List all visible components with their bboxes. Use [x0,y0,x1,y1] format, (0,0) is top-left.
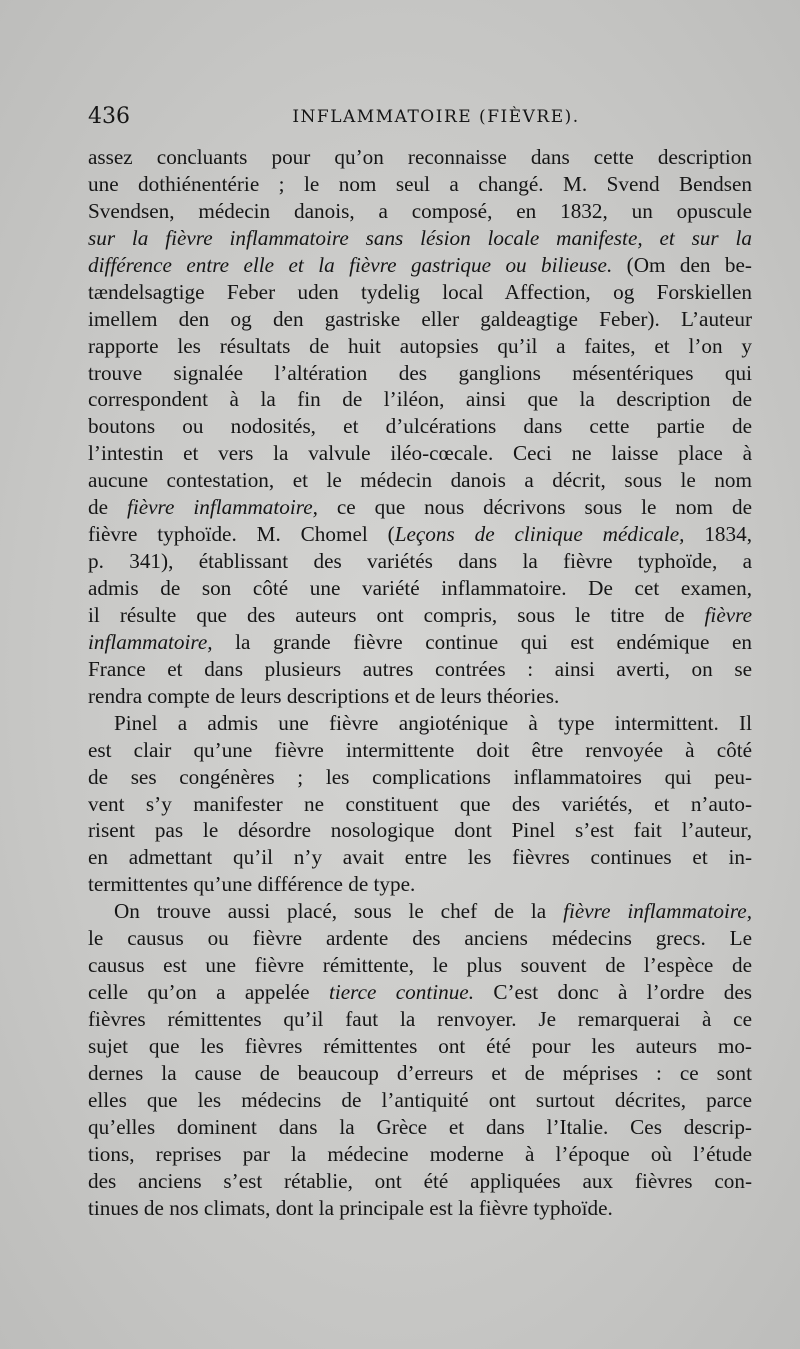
text-segment: une dothiénentérie ; le nom seul a changé. M. Svend Bendsen [88,171,752,196]
text-line [88,171,752,198]
text-segment: admis de son côté une variété inflammatoire. De cet examen, [88,576,752,600]
running-head-title: INFLAMMATOIRE (FIÈVRE). [292,107,580,127]
text-line [88,817,752,844]
text-line [88,925,752,952]
body-text [88,144,752,1222]
paragraph [88,144,752,710]
italic-text: différence entre elle et la fièvre gastrique ou bilieuse. [88,252,613,277]
paragraph [88,898,752,1221]
italic-text: inflammatoire, [88,629,213,654]
text-line [88,1195,752,1222]
text-segment: trouve signalée l’altération des ganglions mésentériques qui [88,360,752,385]
italic-text: sur la fièvre inflammatoire sans lésion locale manifeste, et sur la [88,225,752,250]
text-segment: tinues de nos climats, dont la principale est la fièvre typhoïde. [88,1195,613,1220]
text-line [88,225,752,252]
text-segment: fièvre typhoïde. M. Chomel ( [88,522,395,547]
text-line [88,413,752,440]
page-number: 436 [88,104,130,129]
text-line [88,737,752,764]
text-segment: assez concluants pour qu’on reconnaisse dans cette description [88,145,752,169]
text-line [88,844,752,871]
italic-text: fièvre inflammatoire, [126,495,318,520]
text-line [88,548,752,575]
text-line [88,494,752,521]
text-segment: risent pas le désordre nosologique dont Pinel s’est fait l’auteur, [88,818,752,843]
text-segment: la grande fièvre continue qui est endémique en [212,629,752,654]
text-line [88,306,752,333]
text-segment: de ses congénères ; les complications inflammatoires qui peu- [88,764,752,789]
text-line [88,791,752,818]
italic-text: tierce continue. [328,980,475,1005]
text-line [88,1141,752,1168]
text-segment: rendra compte de leurs descriptions et de leurs théories. [88,683,560,708]
text-line [88,1168,752,1195]
text-line [88,252,752,279]
text-segment: imellem den og den gastriske eller galdeagtige Feber). L’auteur [88,306,752,331]
text-segment: rapporte les résultats de huit autopsies qu’il a faites, et l’on y [88,333,752,358]
text-segment: (Om den be- [612,252,752,277]
text-line [88,979,752,1006]
text-segment: en admettant qu’il n’y avait entre les fièvres continues et in- [88,845,752,870]
text-segment: le causus ou fièvre ardente des anciens médecins grecs. Le [88,926,752,951]
text-segment: termittentes qu’une différence de type. [88,872,416,897]
text-segment: des anciens s’est rétablie, ont été appliquées aux fièvres con- [88,1168,752,1193]
text-line [88,602,752,629]
text-segment: Svendsen, médecin danois, a composé, en 1832, un opuscule [88,198,752,223]
text-line [88,683,752,710]
text-line [88,1087,752,1114]
text-segment: elles que les médecins de l’antiquité ont surtout décrites, parce [88,1087,752,1112]
text-line [88,333,752,360]
text-segment: est clair qu’une fièvre intermittente doit être renvoyée à côté [88,737,752,762]
text-line [88,952,752,979]
text-line [88,764,752,791]
text-segment: C’est donc à l’ordre des [474,980,753,1005]
text-segment: tions, reprises par la médecine moderne à l’époque où l’étude [88,1141,752,1166]
text-line [88,710,752,737]
text-line [88,279,752,306]
text-line [88,386,752,413]
text-segment: dernes la cause de beaucoup d’erreurs et de méprises : ce sont [88,1060,752,1085]
text-line [88,871,752,898]
text-segment: fièvres rémittentes qu’il faut la renvoyer. Je remarquerai à ce [88,1007,752,1031]
text-segment: tændelsagtige Feber uden tydelig local Affection, og Forskiellen [88,279,752,304]
text-segment: ce que nous décrivons sous le nom de [317,495,752,520]
italic-text: Leçons de clinique médicale, [394,522,685,547]
text-segment: de [88,495,127,520]
text-line [88,360,752,387]
text-line [88,1006,752,1033]
text-segment: il résulte que des auteurs ont compris, sous le titre de [88,602,705,627]
text-segment: qu’elles dominent dans la Grèce et dans l’Italie. Ces descrip- [88,1114,752,1139]
text-segment: p. 341), établissant des variétés dans la fièvre typhoïde, a [88,549,752,574]
text-segment: France et dans plusieurs autres contrées : ainsi averti, on se [88,656,752,681]
text-segment: boutons ou nodosités, et d’ulcérations dans cette partie de [88,414,752,439]
text-line [88,440,752,467]
text-line [88,144,752,171]
text-line [88,467,752,494]
paragraph [88,710,752,899]
text-line [88,898,752,925]
text-line [88,629,752,656]
italic-text: fièvre [704,602,752,627]
text-segment: celle qu’on a appelée [88,980,329,1005]
text-segment: aucune contestation, et le médecin danois a décrit, sous le nom [88,468,752,493]
text-line [88,198,752,225]
italic-text: fièvre inflammatoire, [563,899,752,924]
text-line [88,575,752,602]
text-segment: On trouve aussi placé, sous le chef de la [114,899,564,924]
text-line [88,521,752,548]
running-head [88,102,754,132]
text-line [88,656,752,683]
text-segment: correspondent à la fin de l’iléon, ainsi que la description de [88,387,752,412]
text-segment: l’intestin et vers la valvule iléo-cœcale. Ceci ne laisse place à [88,441,752,466]
text-line [88,1060,752,1087]
text-segment: causus est une fièvre rémittente, le plus souvent de l’espèce de [88,953,752,978]
text-line [88,1114,752,1141]
text-segment: 1834, [684,522,753,547]
text-segment: Pinel a admis une fièvre angioténique à type intermittent. Il [114,710,752,735]
text-line [88,1033,752,1060]
text-segment: vent s’y manifester ne constituent que des variétés, et n’auto- [88,791,752,816]
text-segment: sujet que les fièvres rémittentes ont été pour les auteurs mo- [88,1033,752,1058]
